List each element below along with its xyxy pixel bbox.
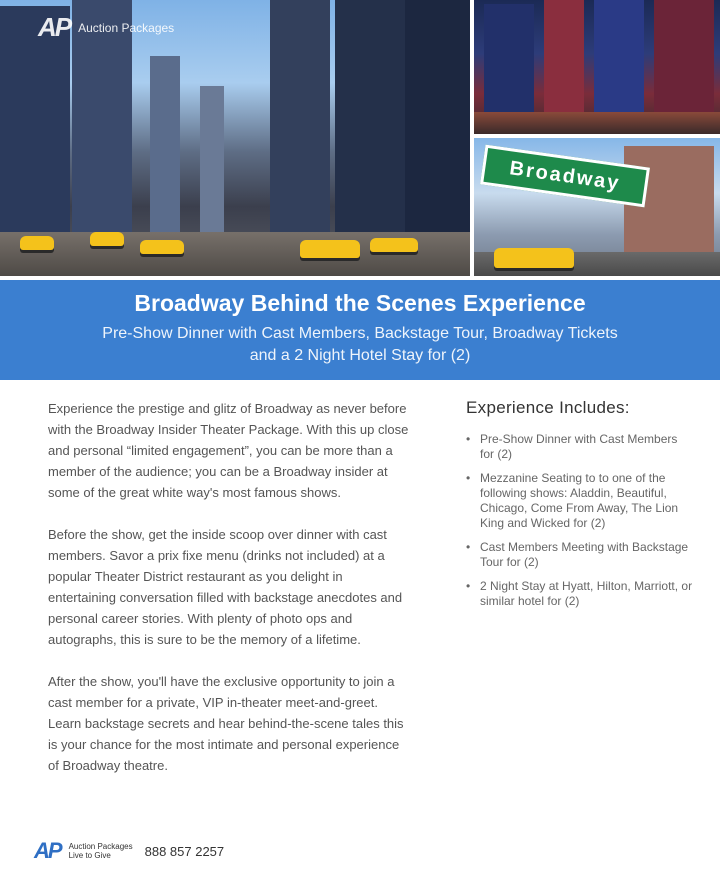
includes-column: [466, 398, 694, 618]
bullet-icon: •: [466, 432, 471, 446]
includes-item: • Pre-Show Dinner with Cast Members for (2): [466, 432, 678, 461]
bullet-icon: •: [466, 540, 471, 554]
footer-brand-tagline: Live to Give: [68, 851, 111, 860]
broadway-street-sign-photo: [474, 138, 720, 276]
watermark-logo: [38, 12, 174, 43]
includes-item: • Mezzanine Seating to to one of the following shows: Aladdin, Beautiful, Chicago, Come From Away, The Lion King and Wicked for (2): [466, 471, 679, 530]
description-paragraph-2: Before the show, get the inside scoop over dinner with cast members. Savor a prix fixe menu (drinks not included) at a popular Theater District restaurant as you delight in entertaining conversation filled with backstage anecdotes and personal career stories. With plenty of photo ops and autographs, this is sure to be the memory of a lifetime.: [48, 527, 403, 647]
footer-brand-name: Auction Packages: [68, 842, 133, 851]
includes-heading: Experience Includes:: [466, 398, 630, 417]
description-paragraph-1: Experience the prestige and glitz of Broadway as never before with the Broadway Insider Theater Package. With this up close and personal “limited engagement”, you can be more than a member of the audience; you can be a Broadway insider at some of the great white way's most famous shows.: [48, 401, 409, 500]
subtitle-line-2: and a 2 Night Hotel Stay for (2): [249, 347, 471, 364]
bullet-icon: •: [466, 471, 471, 485]
bullet-icon: •: [466, 579, 471, 593]
footer: [34, 838, 224, 864]
title-banner: [0, 280, 720, 380]
footer-phone[interactable]: 888 857 2257: [144, 843, 225, 859]
page-title: Broadway Behind the Scenes Experience: [134, 290, 586, 316]
includes-list: [466, 432, 694, 609]
description-column: [48, 398, 410, 797]
includes-item: • 2 Night Stay at Hyatt, Hilton, Marriott, or similar hotel for (2): [466, 579, 693, 608]
subtitle-line-1: Pre-Show Dinner with Cast Members, Backstage Tour, Broadway Tickets: [102, 325, 618, 342]
page-subtitle: [0, 323, 720, 367]
broadway-street-sign: Broadway: [480, 145, 650, 208]
broadway-night-photo: [474, 0, 720, 134]
times-square-photo: [0, 0, 470, 276]
includes-item: • Cast Members Meeting with Backstage Tour for (2): [466, 540, 689, 569]
watermark-text: Auction Packages: [78, 20, 175, 35]
description-paragraph-3: After the show, you'll have the exclusive opportunity to join a cast member for a private, VIP in-theater meet-and-greet. Learn backstage secrets and hear behind-the-scene tales this is your chance for the most intimate and personal experience of Broadway theatre.: [48, 674, 404, 773]
header-photo-collage: [0, 0, 720, 278]
footer-logo: AP: [34, 838, 61, 863]
footer-brand: [69, 842, 133, 860]
ap-logo-mark: AP: [38, 12, 71, 42]
